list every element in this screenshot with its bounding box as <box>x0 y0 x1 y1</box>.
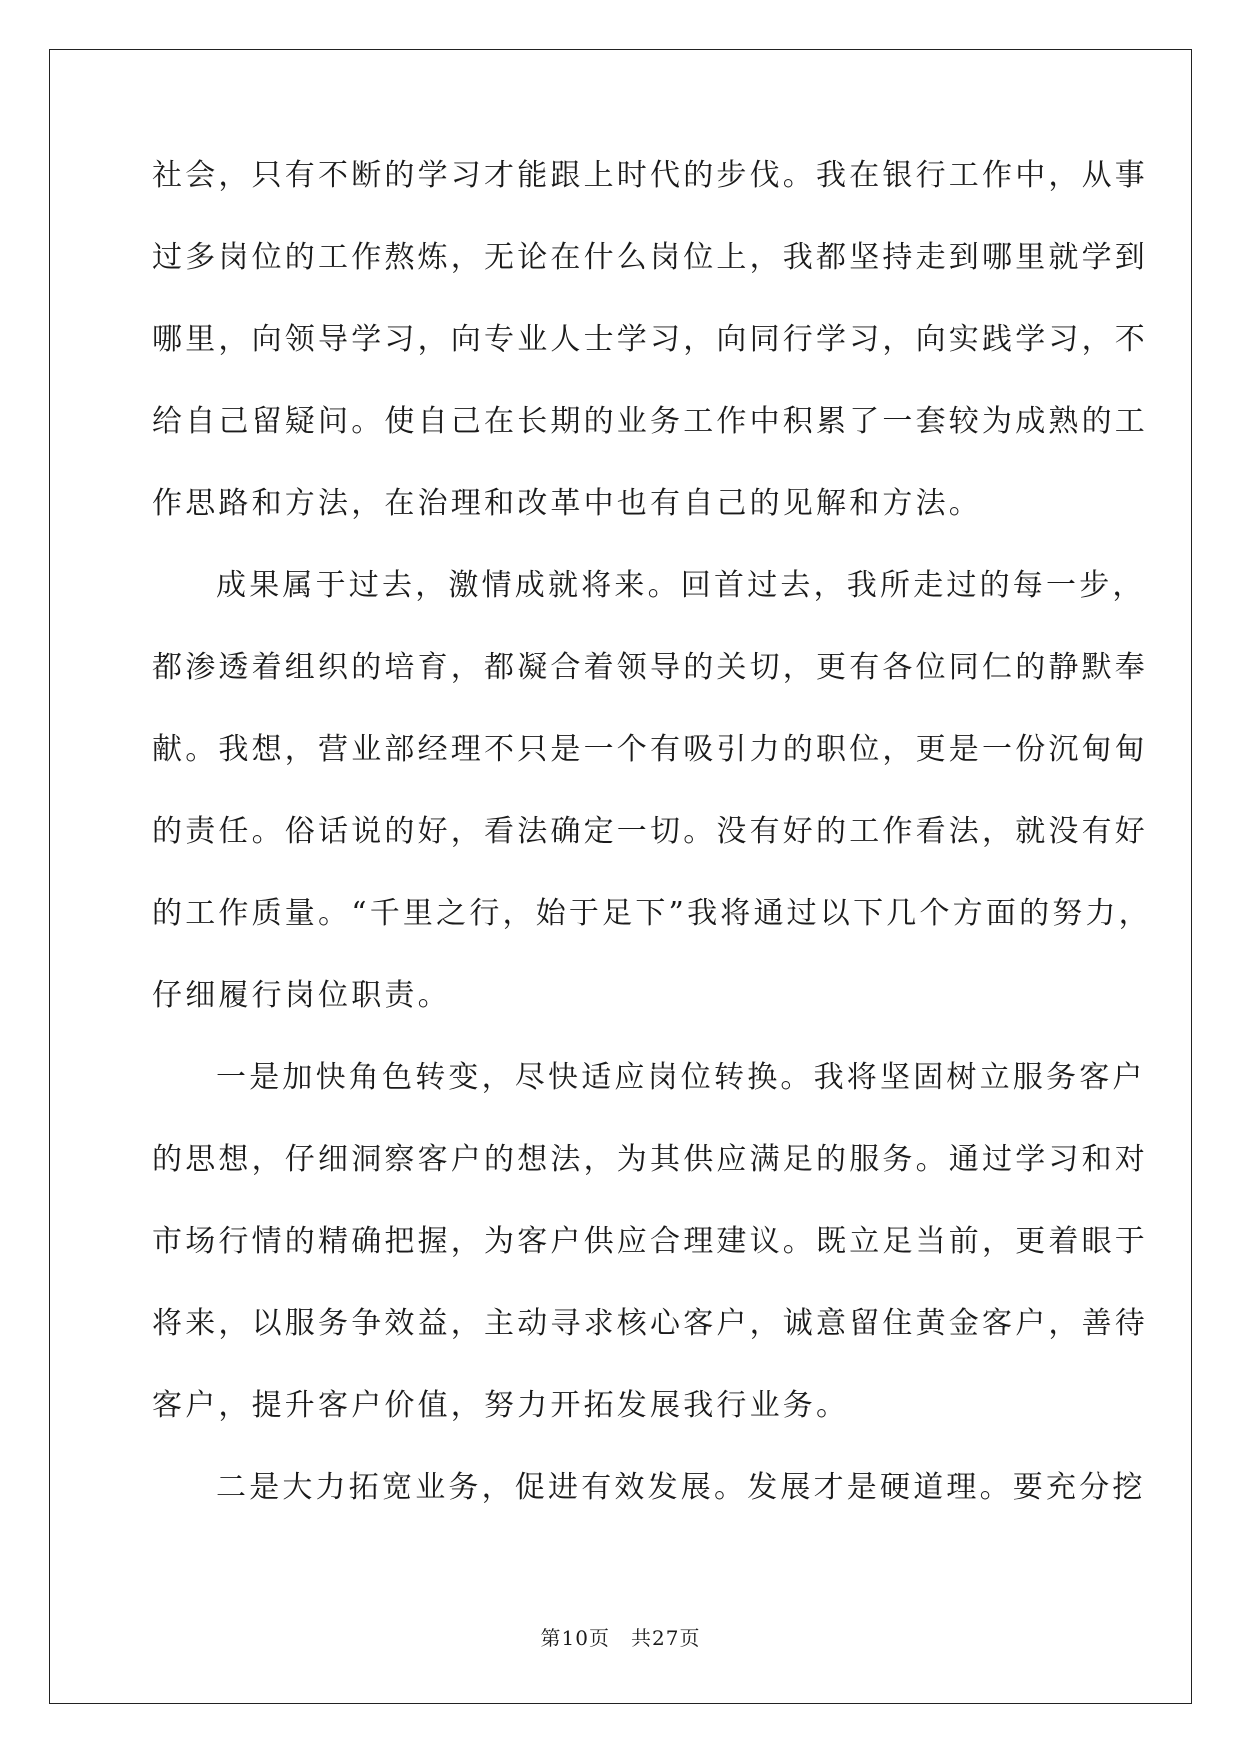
page-number-footer: 第10页 共27页 <box>540 1626 701 1650</box>
text-line: 仔细履行岗位职责。 <box>152 978 451 1013</box>
text-line: 作思路和方法，在治理和改革中也有自己的见解和方法。 <box>152 486 982 521</box>
text-line: 都渗透着组织的培育，都凝合着领导的关切，更有各位同仁的静默奉 <box>152 650 1148 685</box>
document-body <box>152 158 1152 1554</box>
text-line: 的责任。俗话说的好，看法确定一切。没有好的工作看法，就没有好 <box>152 814 1148 849</box>
text-line: 社会，只有不断的学习才能跟上时代的步伐。我在银行工作中，从事 <box>152 158 1148 193</box>
text-line: 哪里，向领导学习，向专业人士学习，向同行学习，向实践学习，不 <box>152 322 1148 357</box>
text-line: 的工作质量。“千里之行，始于足下”我将通过以下几个方面的努力， <box>152 896 1152 931</box>
text-line: 的思想，仔细洞察客户的想法，为其供应满足的服务。通过学习和对 <box>152 1142 1148 1177</box>
paragraph-start-line: 二是大力拓宽业务，促进有效发展。发展才是硬道理。要充分挖 <box>216 1470 1146 1505</box>
text-line: 市场行情的精确把握，为客户供应合理建议。既立足当前，更着眼于 <box>152 1224 1148 1259</box>
text-line: 过多岗位的工作熬炼，无论在什么岗位上，我都坚持走到哪里就学到 <box>152 240 1148 275</box>
text-line: 将来，以服务争效益，主动寻求核心客户，诚意留住黄金客户，善待 <box>152 1306 1148 1341</box>
text-line: 客户，提升客户价值，努力开拓发展我行业务。 <box>152 1388 850 1423</box>
text-line: 给自己留疑问。使自己在长期的业务工作中积累了一套较为成熟的工 <box>152 404 1148 439</box>
paragraph-start-line: 成果属于过去，激情成就将来。回首过去，我所走过的每一步， <box>216 568 1146 603</box>
paragraph-start-line: 一是加快角色转变，尽快适应岗位转换。我将坚固树立服务客户 <box>216 1060 1146 1095</box>
text-line: 献。我想，营业部经理不只是一个有吸引力的职位，更是一份沉甸甸 <box>152 732 1148 767</box>
